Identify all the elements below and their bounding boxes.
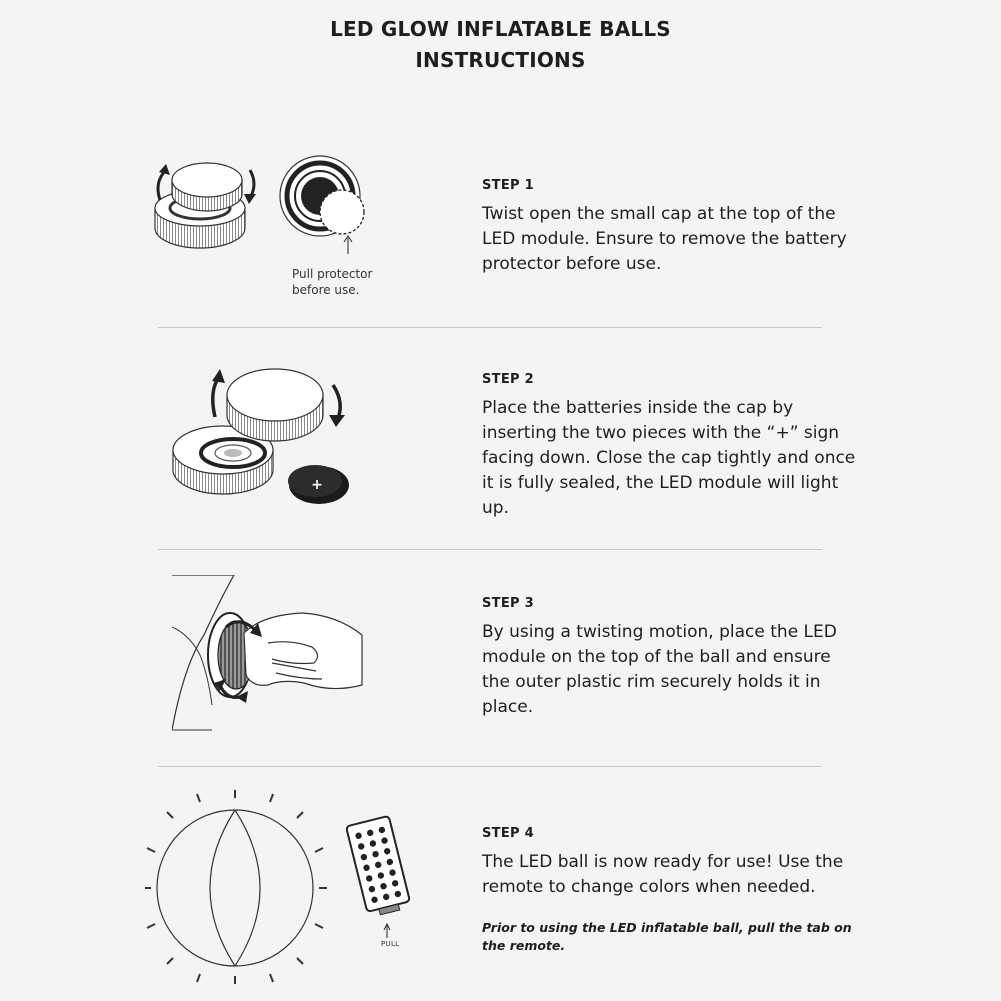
- battery-protector-diagram: [280, 156, 364, 236]
- step-3-text: By using a twisting motion, place the LED module on the top of the ball and ensure the outer plastic rim securely holds it in place.: [482, 622, 837, 717]
- step-2-label: STEP 2: [482, 372, 535, 387]
- step-2-text: Place the batteries inside the cap by inserting the two pieces with the “+” sign facing down. Close the cap tightly and once it is fully sealed, the LED module will light up.: [482, 398, 856, 518]
- step3-hand-illustration: [172, 575, 372, 735]
- glowing-ball-icon: [157, 810, 313, 966]
- led-cap: [227, 369, 323, 441]
- divider-1: [158, 327, 822, 328]
- divider-2: [158, 549, 822, 550]
- step1-caption-line2: before use.: [292, 283, 360, 297]
- step-4-label: STEP 4: [482, 826, 535, 841]
- led-cap: [172, 163, 242, 211]
- step-4-note: Prior to using the LED inflatable ball, pull the tab on the remote.: [482, 920, 852, 953]
- step-4-text: The LED ball is now ready for use! Use the remote to change colors when needed.: [482, 852, 844, 897]
- step-3: [482, 596, 862, 720]
- step-2: [482, 372, 862, 521]
- title-line-1: LED GLOW INFLATABLE BALLS: [330, 17, 671, 41]
- page-title: [0, 14, 1001, 76]
- pull-arrow-icon: [344, 236, 352, 254]
- pull-tab-arrow-icon: [384, 924, 390, 938]
- remote-control-icon: [346, 816, 411, 918]
- step-1: [482, 178, 862, 277]
- step-1-label: STEP 1: [482, 178, 535, 193]
- step1-cap-illustration: [150, 150, 390, 260]
- divider-3: [158, 766, 822, 767]
- hand-icon: [244, 613, 362, 689]
- step2-battery-illustration: [165, 355, 375, 515]
- pull-tab-label: PULL: [381, 940, 400, 948]
- step-4: [482, 826, 862, 955]
- step4-ball-remote-illustration: [145, 790, 420, 985]
- title-line-2: INSTRUCTIONS: [415, 48, 586, 72]
- step-1-text: Twist open the small cap at the top of the LED module. Ensure to remove the battery protector before use.: [482, 204, 847, 274]
- step1-caption-line1: Pull protector: [292, 267, 373, 281]
- glow-rays: [145, 790, 327, 984]
- step-3-label: STEP 3: [482, 596, 535, 611]
- battery-plus-symbol: +: [311, 477, 323, 493]
- step1-caption: [292, 266, 372, 298]
